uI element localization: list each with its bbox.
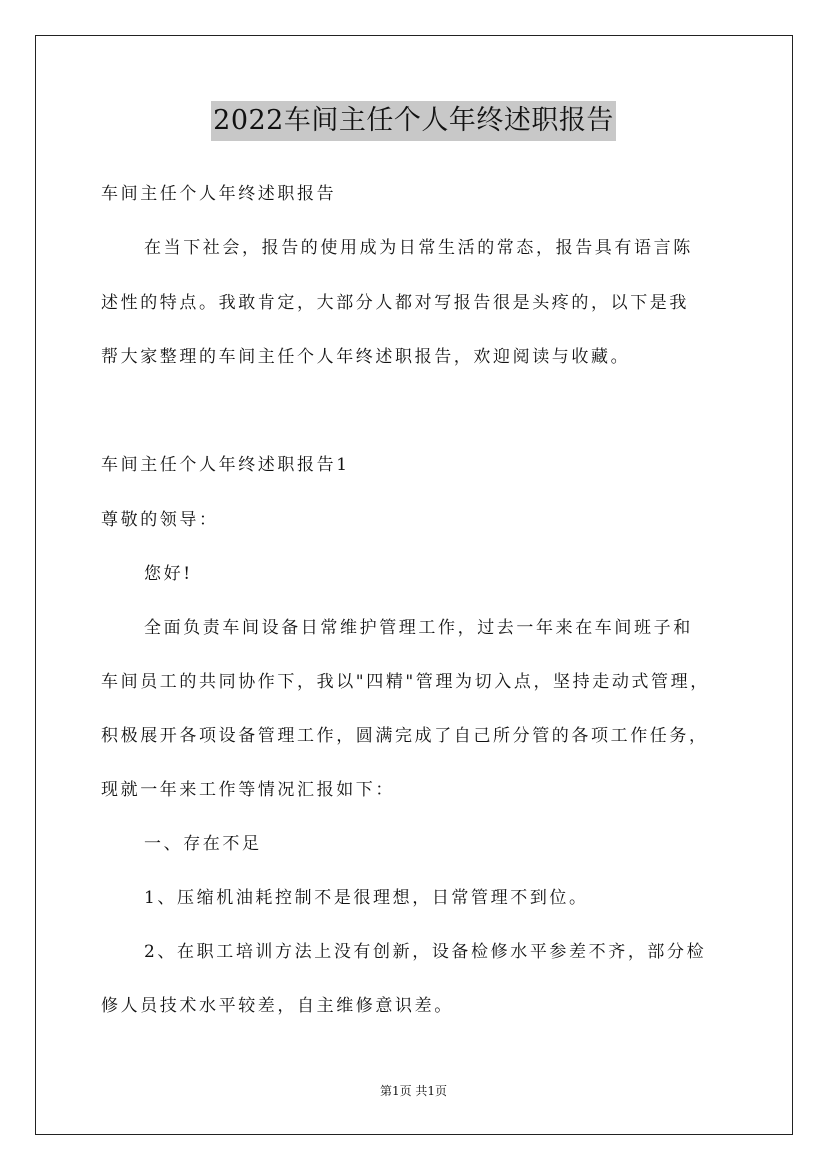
title-container [0,101,827,141]
list-item-1: 1、压缩机油耗控制不是很理想，日常管理不到位。 [144,888,589,908]
list-item-2-continuation: 修人员技术水平较差，自主维修意识差。 [101,996,454,1016]
body-line: 车间员工的共同协作下，我以"四精"管理为切入点，坚持走动式管理， [101,672,710,692]
section-heading: 车间主任个人年终述职报告1 [101,455,350,475]
part-one-heading: 一、存在不足 [144,834,262,854]
document-title: 2022车间主任个人年终述职报告 [211,101,616,141]
salutation: 尊敬的领导： [101,510,219,530]
body-line: 积极展开各项设备管理工作，圆满完成了自己所分管的各项工作任务， [101,726,709,746]
intro-line: 帮大家整理的车间主任个人年终述职报告，欢迎阅读与收藏。 [101,347,631,367]
intro-line: 在当下社会，报告的使用成为日常生活的常态，报告具有语言陈 [144,238,693,258]
document-subtitle: 车间主任个人年终述职报告 [101,184,337,204]
intro-line: 述性的特点。我敢肯定，大部分人都对写报告很是头疼的，以下是我 [101,293,689,313]
page-number-footer: 第1页 共1页 [379,1084,448,1098]
body-line: 现就一年来工作等情况汇报如下： [101,780,395,800]
list-item-2: 2、在职工培训方法上没有创新，设备检修水平参差不齐，部分检 [144,942,707,962]
body-line: 全面负责车间设备日常维护管理工作，过去一年来在车间班子和 [144,618,693,638]
greeting: 您好! [144,564,193,584]
